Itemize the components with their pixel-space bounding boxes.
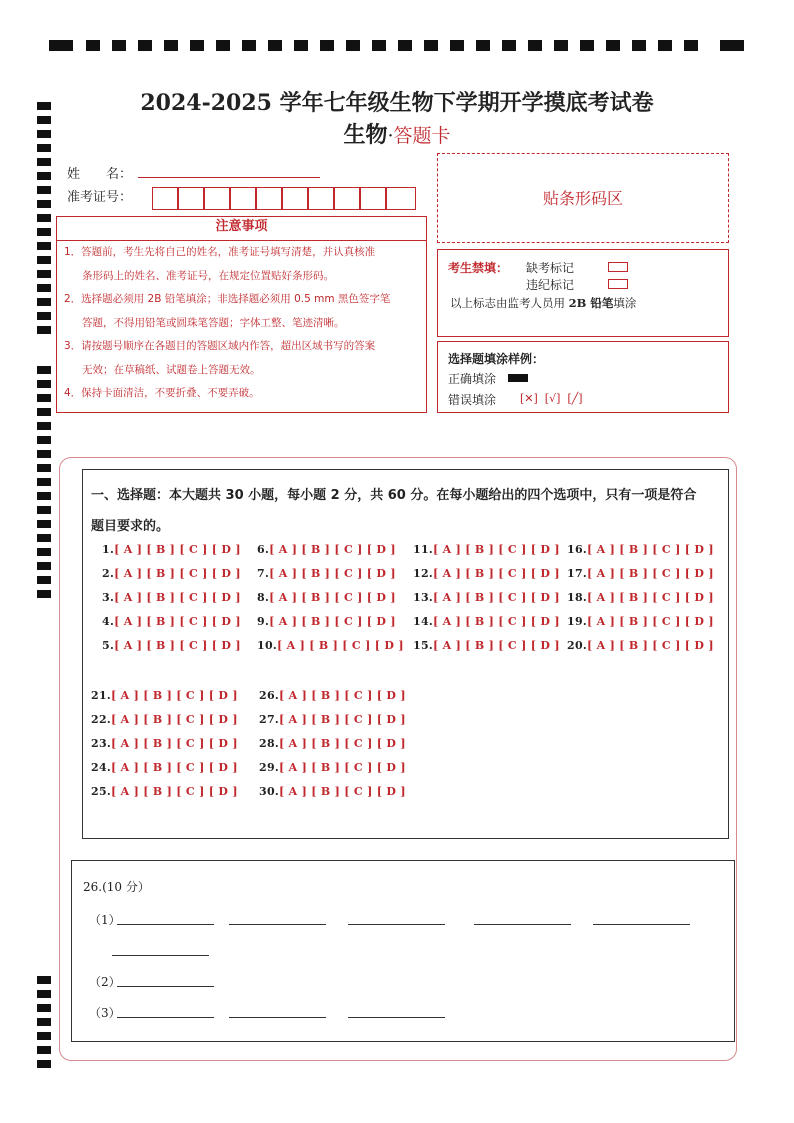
answer-line[interactable]	[348, 1005, 445, 1018]
question-16[interactable]: 16.[ A ] [ B ] [ C ] [ D ]	[567, 543, 714, 556]
question-23[interactable]: 23.[ A ] [ B ] [ C ] [ D ]	[91, 737, 238, 750]
fill-example-box	[437, 341, 729, 413]
question-9[interactable]: 9.[ A ] [ B ] [ C ] [ D ]	[257, 615, 396, 628]
q26-part2-label: （2）	[89, 975, 121, 989]
absent-mark-label: 缺考标记	[526, 261, 575, 275]
question-17[interactable]: 17.[ A ] [ B ] [ C ] [ D ]	[567, 567, 714, 580]
answer-line[interactable]	[117, 1005, 214, 1018]
forbidden-label: 考生禁填：	[448, 261, 509, 275]
question-4[interactable]: 4.[ A ] [ B ] [ C ] [ D ]	[102, 615, 241, 628]
name-field[interactable]	[138, 177, 320, 178]
q26-part1-label: （1）	[89, 913, 121, 927]
answer-line[interactable]	[229, 1005, 326, 1018]
wrong-fill-label: 错误填涂	[448, 393, 497, 407]
section1-instructions-line1: 一、选择题：本大题共 30 小题，每小题 2 分，共 60 分。在每小题给出的四个选项中，只有一项是符合	[91, 488, 697, 503]
question-26[interactable]: 26.[ A ] [ B ] [ C ] [ D ]	[259, 689, 406, 702]
forbidden-note	[450, 295, 636, 311]
subject-label: 生物	[343, 122, 388, 148]
question-21[interactable]: 21.[ A ] [ B ] [ C ] [ D ]	[91, 689, 238, 702]
subtitle-separator: ·	[387, 125, 394, 147]
question-7[interactable]: 7.[ A ] [ B ] [ C ] [ D ]	[257, 567, 396, 580]
name-label: 姓 名：	[67, 167, 133, 182]
answer-line[interactable]	[112, 943, 209, 956]
notice-item: 3．请按题号顺序在各题目的答题区域内作答，超出区域书写的答案	[64, 340, 376, 352]
violation-mark-label: 违纪标记	[526, 278, 575, 292]
question-30[interactable]: 30.[ A ] [ B ] [ C ] [ D ]	[259, 785, 406, 798]
question-27[interactable]: 27.[ A ] [ B ] [ C ] [ D ]	[259, 713, 406, 726]
notice-heading: 注意事项	[56, 216, 427, 241]
card-subtitle	[0, 118, 794, 149]
answer-line[interactable]	[117, 974, 214, 987]
question-25[interactable]: 25.[ A ] [ B ] [ C ] [ D ]	[91, 785, 238, 798]
answer-line[interactable]	[593, 912, 690, 925]
answer-line[interactable]	[474, 912, 571, 925]
notice-item: 1．答题前，考生先将自己的姓名，准考证号填写清楚，并认真核准	[64, 246, 376, 258]
question-8[interactable]: 8.[ A ] [ B ] [ C ] [ D ]	[257, 591, 396, 604]
question-15[interactable]: 15.[ A ] [ B ] [ C ] [ D ]	[413, 639, 560, 652]
notice-list	[57, 241, 425, 406]
question-28[interactable]: 28.[ A ] [ B ] [ C ] [ D ]	[259, 737, 406, 750]
q26-title: 26.(10 分）	[83, 880, 150, 894]
question-22[interactable]: 22.[ A ] [ B ] [ C ] [ D ]	[91, 713, 238, 726]
notice-item: 无效；在草稿纸、试题卷上答题无效。	[82, 363, 261, 376]
forbidden-box	[437, 249, 729, 337]
question-24[interactable]: 24.[ A ] [ B ] [ C ] [ D ]	[91, 761, 238, 774]
exam-title: 2024-2025 学年七年级生物下学期开学摸底考试卷	[140, 90, 654, 116]
question-2[interactable]: 2.[ A ] [ B ] [ C ] [ D ]	[102, 567, 241, 580]
exam-id-label: 准考证号：	[67, 190, 133, 205]
notice-item: 条形码上的姓名、准考证号，在规定位置贴好条形码。	[82, 269, 334, 282]
question-14[interactable]: 14.[ A ] [ B ] [ C ] [ D ]	[413, 615, 560, 628]
wrong-fill-marks: [✕] [√] [╱]	[520, 392, 583, 405]
violation-mark-box[interactable]	[608, 279, 628, 289]
answer-line[interactable]	[117, 912, 214, 925]
forbidden-note-post: 填涂	[613, 296, 637, 310]
question-12[interactable]: 12.[ A ] [ B ] [ C ] [ D ]	[413, 567, 560, 580]
multiple-choice-section	[82, 469, 729, 839]
absent-mark-box[interactable]	[608, 262, 628, 272]
question-1[interactable]: 1.[ A ] [ B ] [ C ] [ D ]	[102, 543, 241, 556]
question-10[interactable]: 10.[ A ] [ B ] [ C ] [ D ]	[257, 639, 404, 652]
section1-instructions-line2: 题目要求的。	[91, 519, 170, 534]
question-19[interactable]: 19.[ A ] [ B ] [ C ] [ D ]	[567, 615, 714, 628]
barcode-area[interactable]	[437, 153, 729, 243]
notice-item: 4．保持卡面清洁，不要折叠、不要弄破。	[64, 387, 260, 399]
answer-card-label: 答题卡	[393, 125, 451, 147]
fill-example-title: 选择题填涂样例：	[448, 352, 545, 366]
notice-item: 答题，不得用铅笔或圆珠笔答题；字体工整、笔迹清晰。	[82, 316, 345, 329]
barcode-label: 贴条形码区	[542, 189, 623, 208]
notice-item: 2．选择题必须用 2B 铅笔填涂；非选择题必须用 0.5 mm 黑色签字笔	[64, 293, 391, 305]
answer-line[interactable]	[348, 912, 445, 925]
correct-fill-label: 正确填涂	[448, 372, 497, 386]
correct-fill-mark	[508, 374, 528, 382]
question-11[interactable]: 11.[ A ] [ B ] [ C ] [ D ]	[413, 543, 560, 556]
forbidden-note-bold: 2B 铅笔	[568, 296, 614, 310]
question-5[interactable]: 5.[ A ] [ B ] [ C ] [ D ]	[102, 639, 241, 652]
q26-part3-label: （3）	[89, 1006, 121, 1020]
question-29[interactable]: 29.[ A ] [ B ] [ C ] [ D ]	[259, 761, 406, 774]
question-20[interactable]: 20.[ A ] [ B ] [ C ] [ D ]	[567, 639, 714, 652]
answer-line[interactable]	[229, 912, 326, 925]
question-6[interactable]: 6.[ A ] [ B ] [ C ] [ D ]	[257, 543, 396, 556]
question-3[interactable]: 3.[ A ] [ B ] [ C ] [ D ]	[102, 591, 241, 604]
question-18[interactable]: 18.[ A ] [ B ] [ C ] [ D ]	[567, 591, 714, 604]
question-13[interactable]: 13.[ A ] [ B ] [ C ] [ D ]	[413, 591, 560, 604]
forbidden-note-pre: 以上标志由监考人员用	[450, 296, 569, 310]
